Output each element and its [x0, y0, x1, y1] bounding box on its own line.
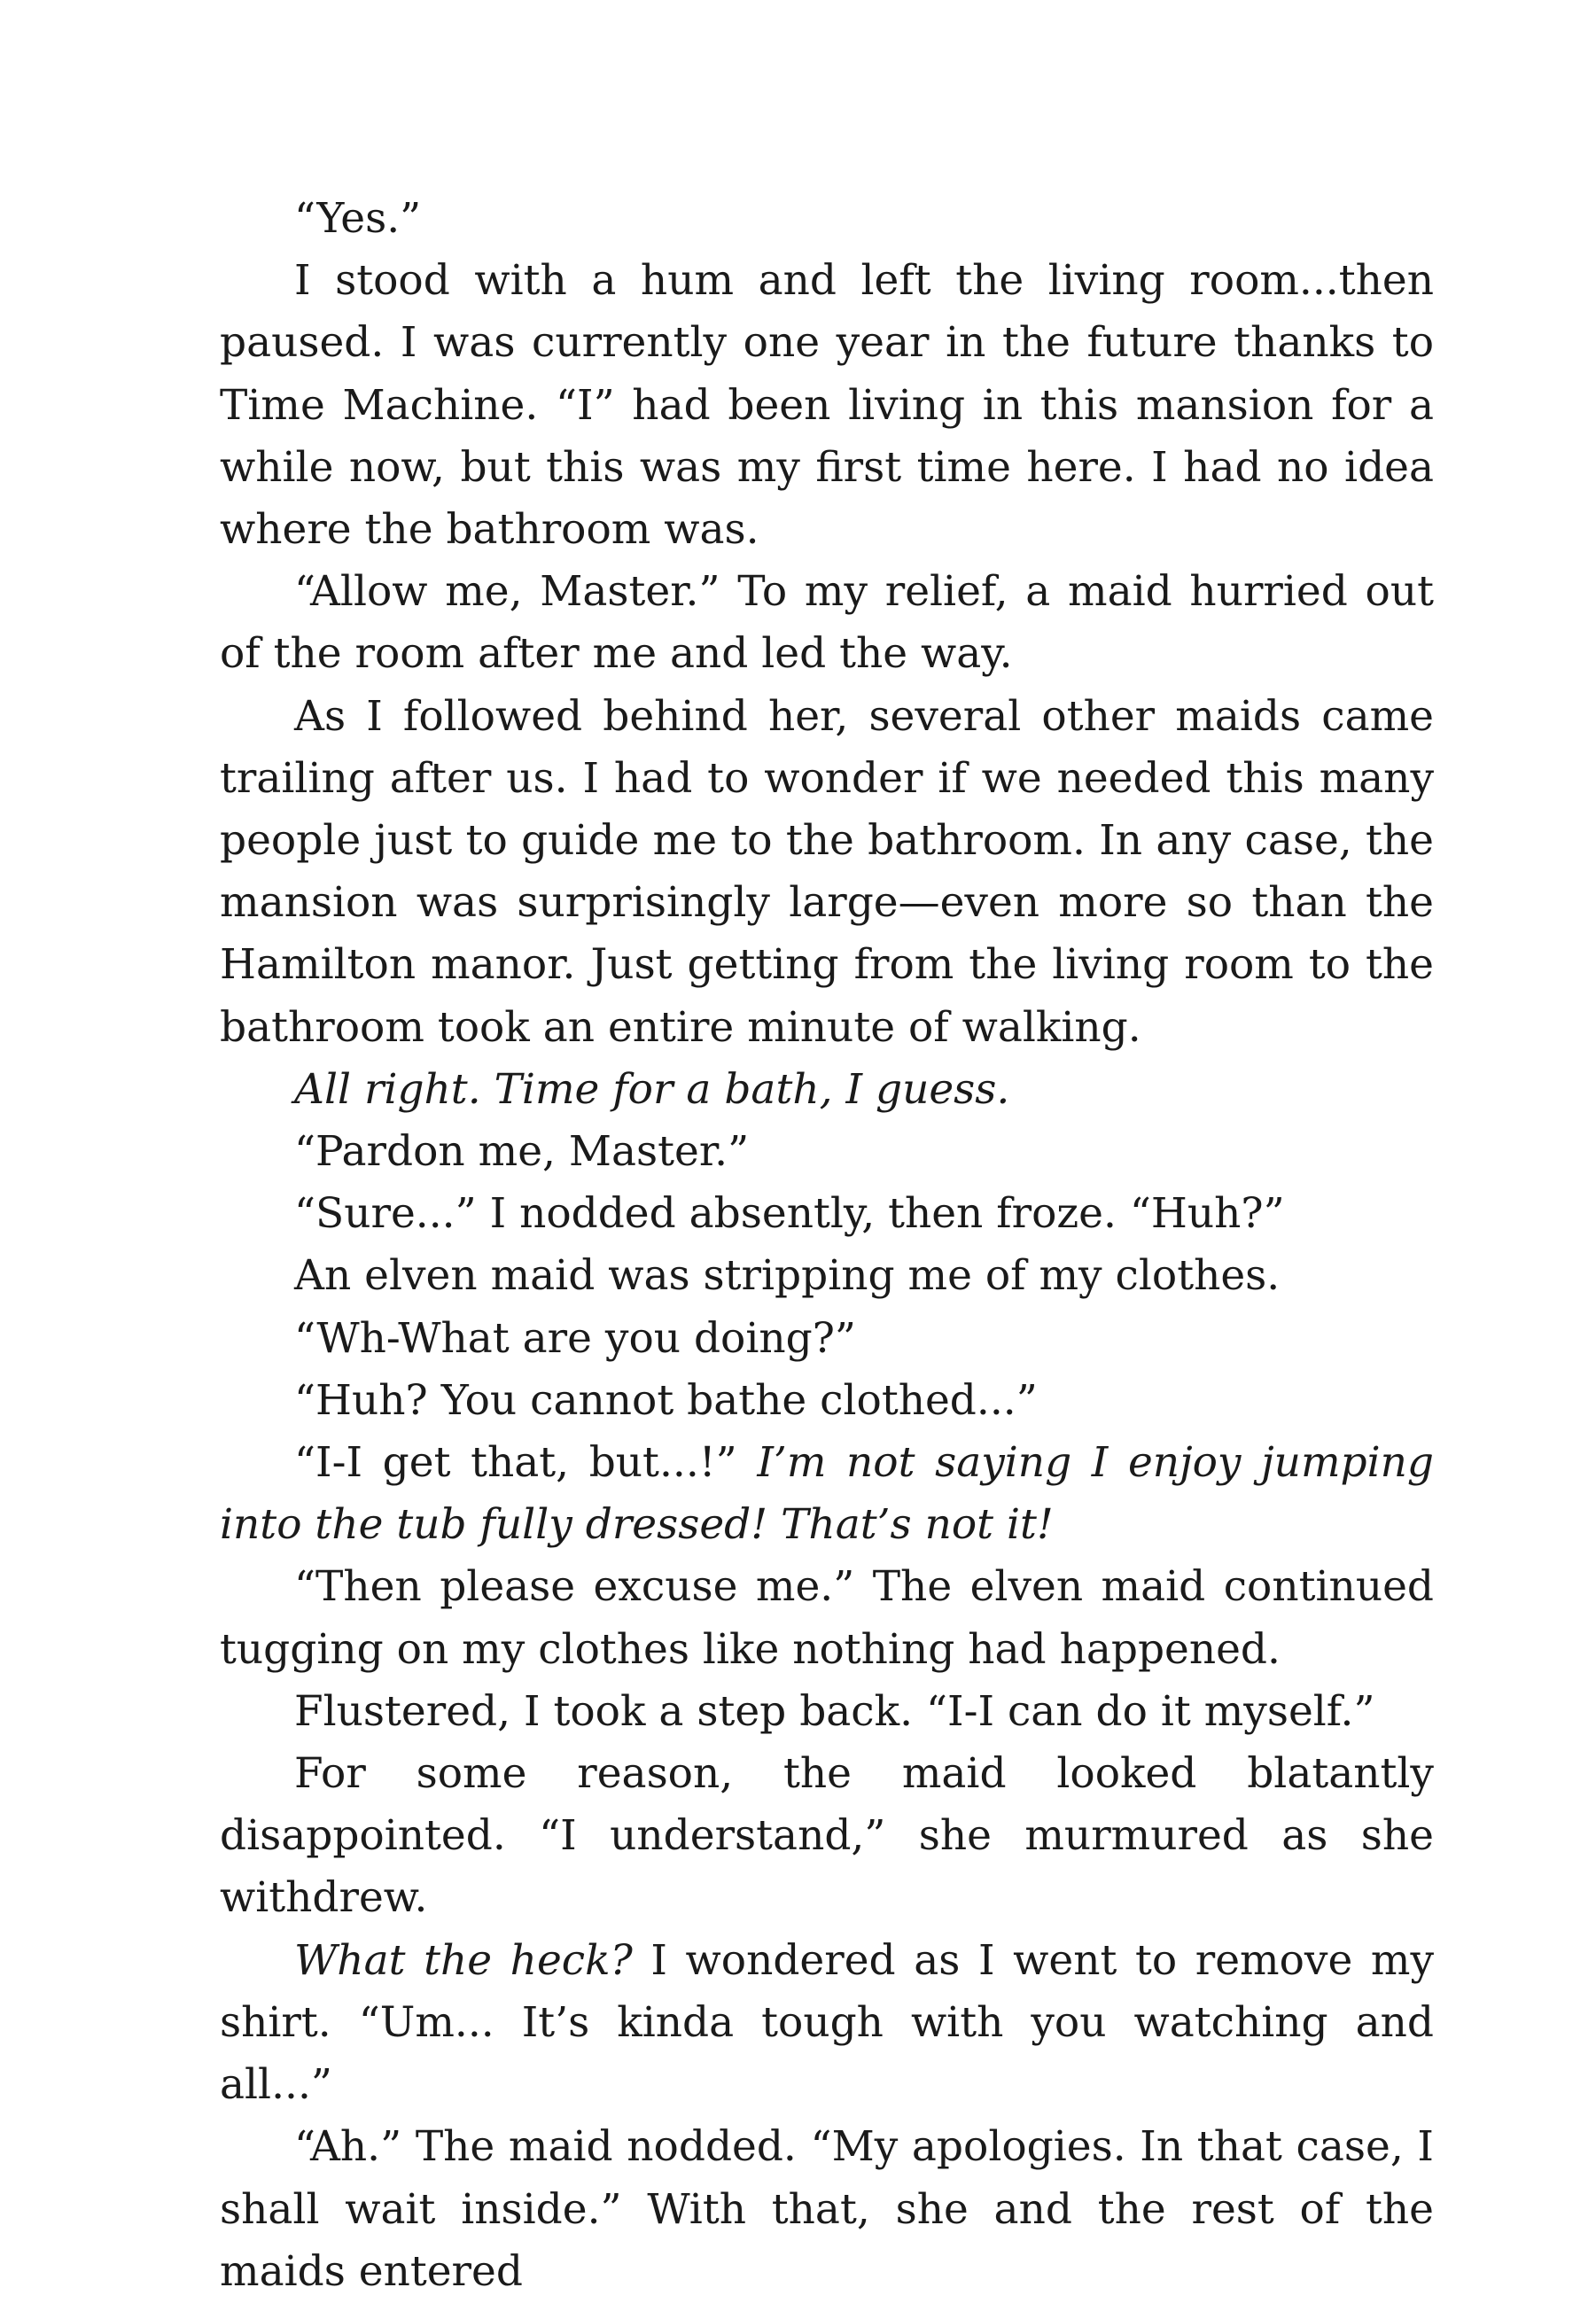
paragraph-11 [220, 1432, 1434, 1556]
paragraph-3 [220, 561, 1434, 685]
paragraph-4 [220, 686, 1434, 1059]
text-segment: “Huh? You cannot bathe clothed...” [294, 1375, 1038, 1425]
text-segment: “Wh-What are you doing?” [294, 1313, 856, 1363]
paragraph-6 [220, 1121, 1434, 1183]
page-body-text [220, 188, 1434, 2303]
paragraph-13 [220, 1681, 1434, 1743]
text-segment: An elven maid was stripping me of my clothes. [294, 1251, 1281, 1301]
paragraph-10 [220, 1370, 1434, 1432]
paragraph-1 [220, 188, 1434, 250]
italic-thought: I’m not saying I enjoy jumping into the tub fully dressed! That’s not it! [220, 1438, 1434, 1550]
text-segment: For some reason, the maid looked blatantly disappointed. “I understand,” she murmured as she withdrew. [220, 1749, 1434, 1923]
italic-thought: All right. Time for a bath, I guess. [294, 1064, 1010, 1114]
paragraph-2 [220, 250, 1434, 561]
paragraph-12 [220, 1556, 1434, 1680]
text-segment: “I-I get that, but...!” [294, 1438, 758, 1488]
text-segment: Flustered, I took a step back. “I-I can do it myself.” [294, 1686, 1375, 1736]
text-segment: “Sure...” I nodded absently, then froze. “Huh?” [294, 1189, 1285, 1239]
italic-thought: What the heck? [294, 1935, 633, 1985]
paragraph-8 [220, 1245, 1434, 1307]
text-segment: “Allow me, Master.” To my relief, a maid hurried out of the room after me and led the way. [220, 567, 1434, 679]
paragraph-15 [220, 1930, 1434, 2117]
text-segment: I wondered as I went to remove my shirt. “Um... It’s kinda tough with you watching and all...” [220, 1935, 1434, 2110]
paragraph-5 [220, 1059, 1434, 1121]
text-segment: “Yes.” [294, 194, 422, 243]
paragraph-16 [220, 2116, 1434, 2303]
text-segment: “Pardon me, Master.” [294, 1127, 750, 1177]
text-segment: As I followed behind her, several other maids came trailing after us. I had to wonder if we needed this many people just to guide me to the bathroom. In any case, the mansion was surprisingly large—even more so than the Hamilton manor. Just getting from the living room to the bathroom took an entire minute of walking. [220, 691, 1434, 1052]
text-segment: “Ah.” The maid nodded. “My apologies. In that case, I shall wait inside.” With that, she and the rest of the maids entered [220, 2122, 1434, 2296]
paragraph-14 [220, 1743, 1434, 1930]
paragraph-9 [220, 1308, 1434, 1370]
text-segment: “Then please excuse me.” The elven maid continued tugging on my clothes like nothing had happened. [220, 1562, 1434, 1674]
paragraph-7 [220, 1183, 1434, 1245]
text-segment: I stood with a hum and left the living room...then paused. I was currently one year in the future thanks to Time Machine. “I” had been living in this mansion for a while now, but this was my first time here. I had no idea where the bathroom was. [220, 256, 1434, 555]
